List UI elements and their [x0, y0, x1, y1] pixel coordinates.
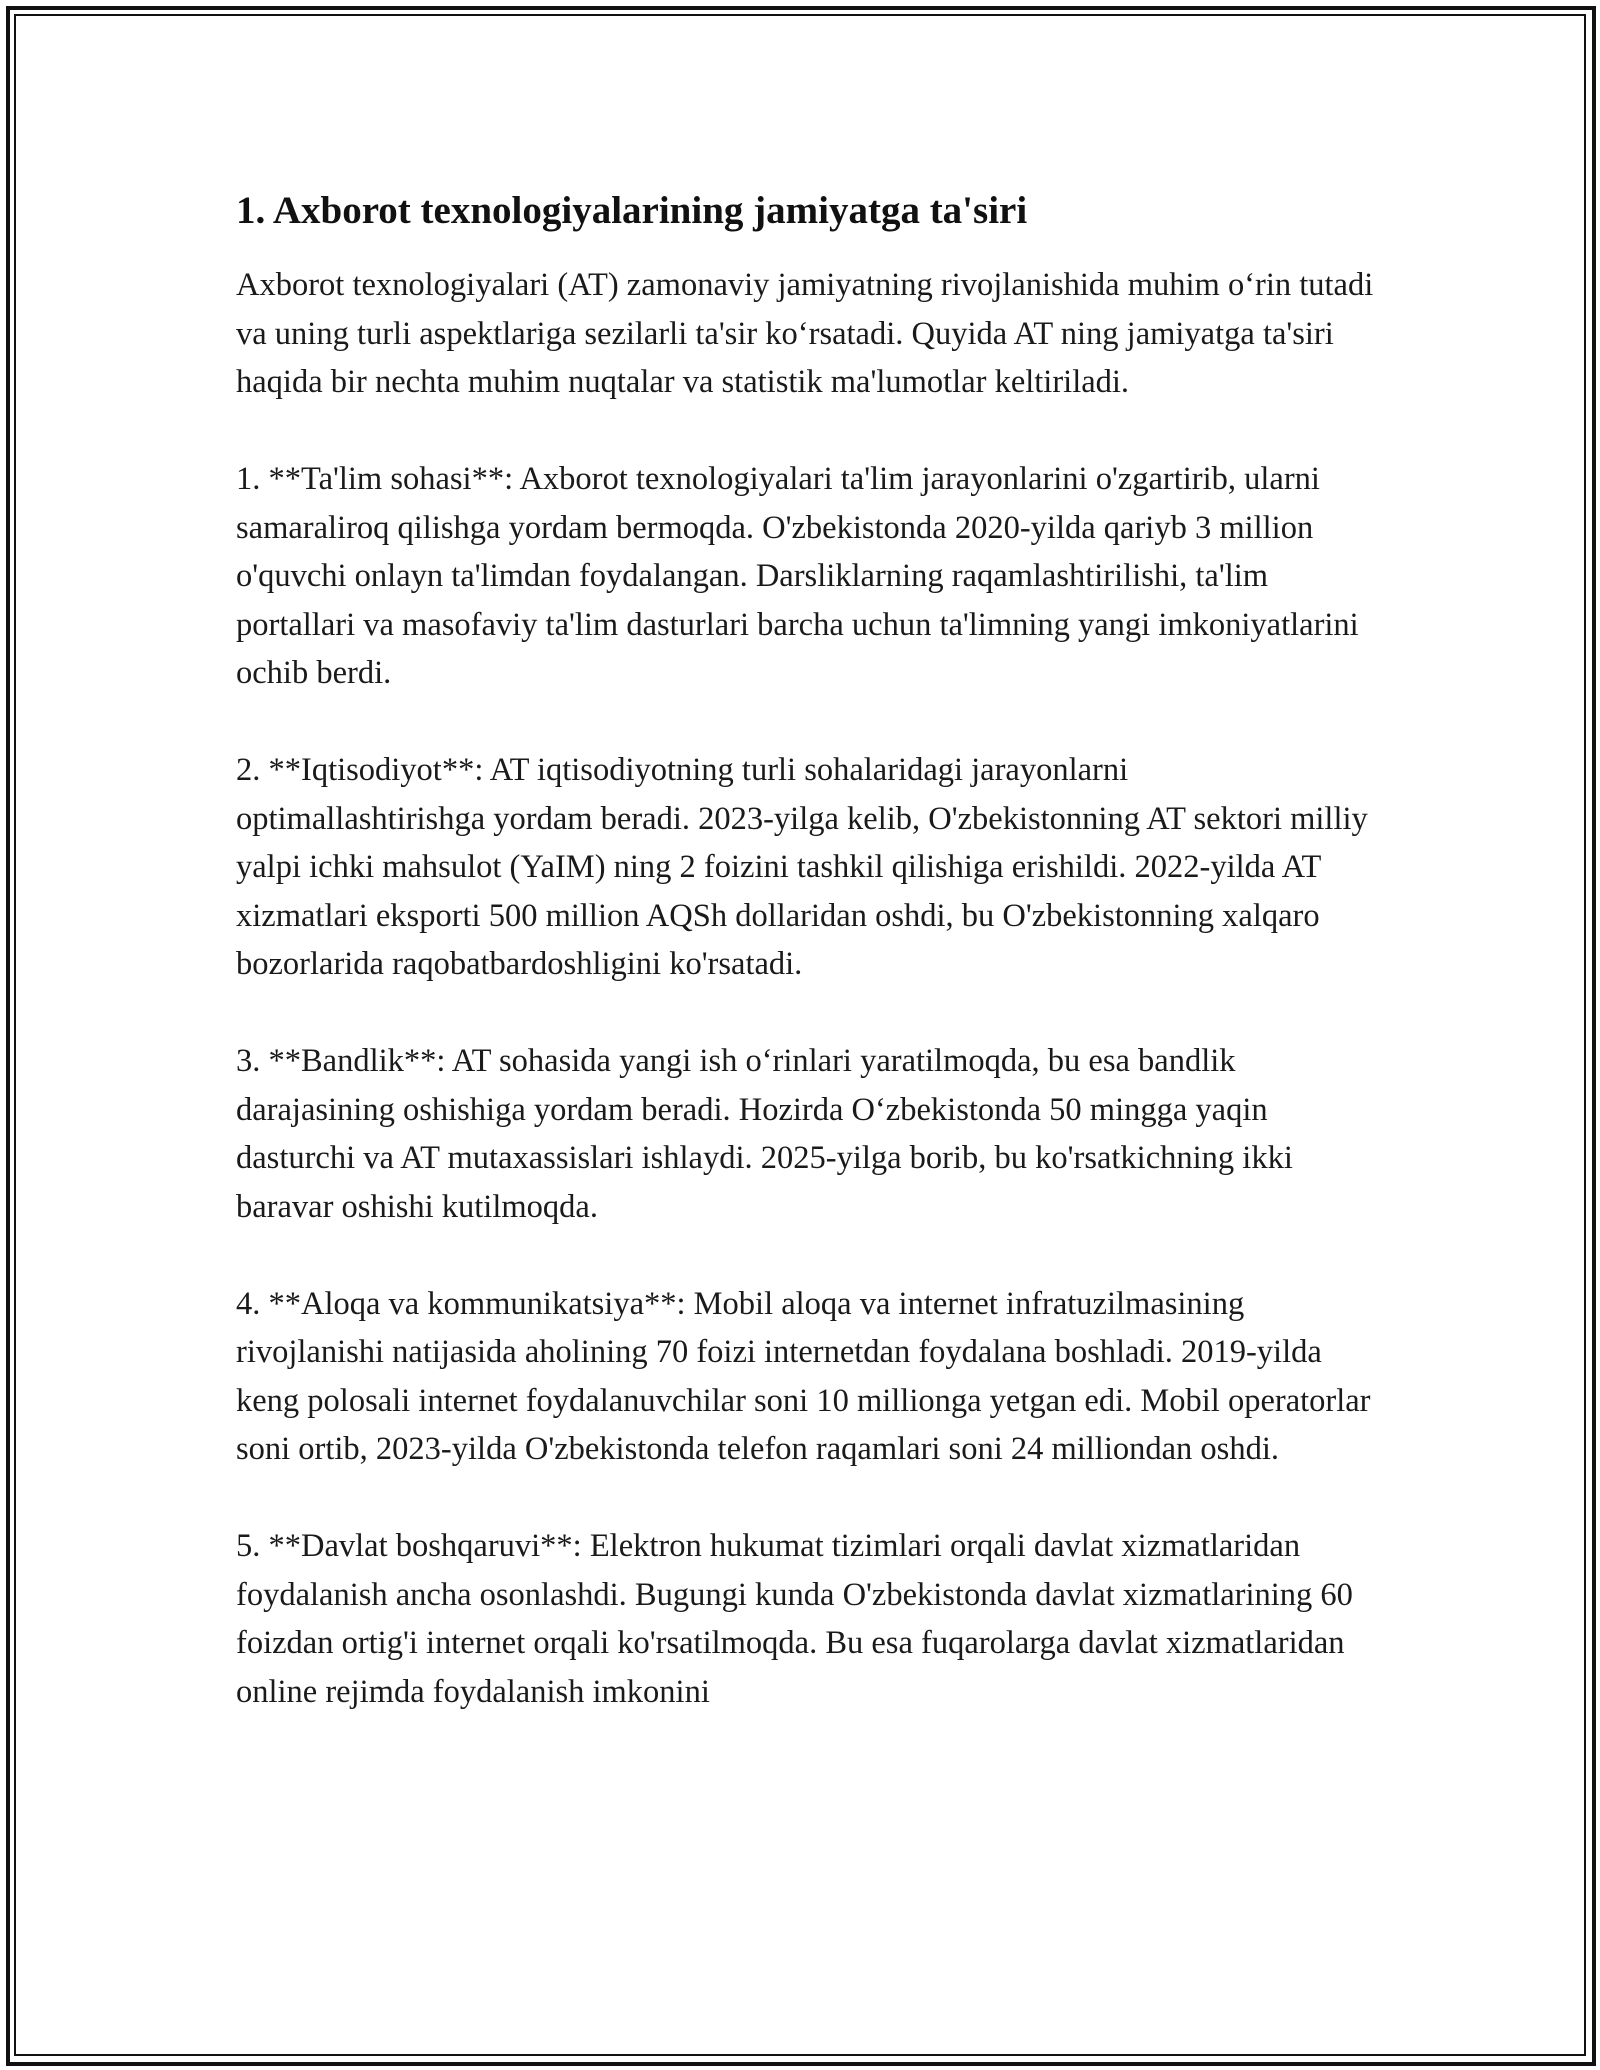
paragraph-communication: 4. **Aloqa va kommunikatsiya**: Mobil aloqa va internet infratuzilmasining rivojlanishi natijasida aholining 70 foizi internetdan foydalana boshladi. 2019-yilda keng polosali internet foydalanuvchilar soni 10 millionga yetgan edi. Mobil operatorlar soni ortib, 2023-yilda O'zbekistonda telefon raqamlari soni 24 milliondan oshdi.	[236, 1285, 1371, 1467]
paragraph-economy: 2. **Iqtisodiyot**: AT iqtisodiyotning turli sohalaridagi jarayonlarni optimallashtirishga yordam beradi. 2023-yilga kelib, O'zbekistonning AT sektori milliy yalpi ichki mahsulot (YaIM) ning 2 foizini tashkil qilishiga erishildi. 2022-yilda AT xizmatlari eksporti 500 million AQSh dollaridan oshdi, bu O'zbekistonning xalqaro bozorlarida raqobatbardoshligini ko'rsatadi.	[236, 752, 1368, 982]
paragraph-education: 1. **Ta'lim sohasi**: Axborot texnologiyalari ta'lim jarayonlarini o'zgartirib, ularni samaraliroq qilishga yordam bermoqda. O'zbekistonda 2020-yilda qariyb 3 million o'quvchi onlayn ta'limdan foydalangan. Darsliklarning raqamlashtirilishi, ta'lim portallari va masofaviy ta'lim dasturlari barcha uchun ta'limning yangi imkoniyatlarini ochib berdi.	[236, 461, 1359, 691]
document-page	[236, 186, 1376, 1716]
paragraph-government: 5. **Davlat boshqaruvi**: Elektron hukumat tizimlari orqali davlat xizmatlaridan foydalanish ancha osonlashdi. Bugungi kunda O'zbekistonda davlat xizmatlarining 60 foizdan ortig'i internet orqali ko'rsatilmoqda. Bu esa fuqarolarga davlat xizmatlaridan online rejimda foydalanish imkonini	[236, 1528, 1353, 1710]
document-title: 1. Axborot texnologiyalarining jamiyatga ta'siri	[236, 189, 1028, 232]
paragraph-employment: 3. **Bandlik**: AT sohasida yangi ish o‘rinlari yaratilmoqda, bu esa bandlik darajasining oshishiga yordam beradi. Hozirda O‘zbekistonda 50 mingga yaqin dasturchi va AT mutaxassislari ishlaydi. 2025-yilga borib, bu ko'rsatkichning ikki baravar oshishi kutilmoqda.	[236, 1043, 1293, 1225]
intro-paragraph: Axborot texnologiyalari (AT) zamonaviy jamiyatning rivojlanishida muhim o‘rin tutadi va uning turli aspektlariga sezilarli ta'sir ko‘rsatadi. Quyida AT ning jamiyatga ta'siri haqida bir nechta muhim nuqtalar va statistik ma'lumotlar keltiriladi.	[236, 267, 1374, 400]
